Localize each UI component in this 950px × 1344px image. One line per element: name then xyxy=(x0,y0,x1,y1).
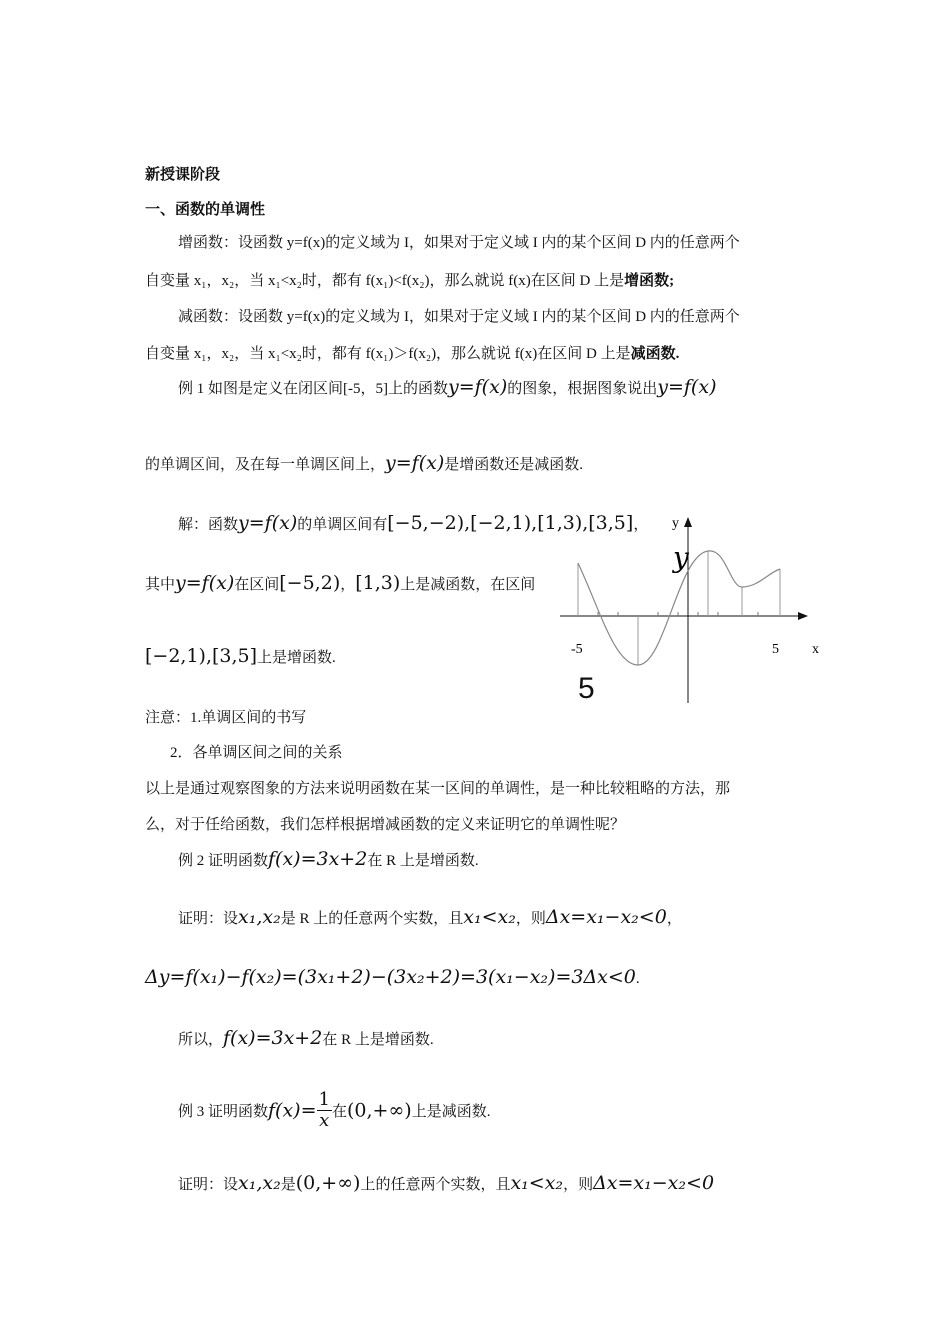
heading-monotonicity: 一、函数的单调性 xyxy=(145,202,266,218)
example1-text3: 的单调区间，及在每一单调区间上， xyxy=(145,457,386,473)
math-fx: f(x)= xyxy=(268,1099,317,1122)
example1-text4: 是增函数还是减函数. xyxy=(444,457,584,473)
math-interval-inc: [−2,1),[3,5] xyxy=(145,645,258,667)
decreasing-def-text: 自变量 x₁，x₂，当 x₁<x₂时，都有 f(x₁)＞f(x₂)，那么就说 f(x)在区间 D 上是 xyxy=(145,346,631,362)
math-interval-dec1: [−5,2) xyxy=(279,572,341,594)
math-yfx: y=f(x) xyxy=(657,376,717,398)
proof3-text2: 是 xyxy=(280,1177,296,1193)
increasing-def-line1: 增函数：设函数 y=f(x)的定义域为 I，如果对于定义域 I 内的某个区间 D 内的任意两个 xyxy=(178,235,740,251)
math-domain: (0,+∞) xyxy=(346,1099,412,1122)
fraction-denominator: x xyxy=(319,1110,330,1131)
example1-line1 xyxy=(178,376,716,398)
transition-paragraph-line1: 以上是通过观察图象的方法来说明函数在某一区间的单调性，是一种比较粗略的方法，那 xyxy=(145,781,731,797)
fraction-numerator: 1 xyxy=(318,1089,330,1110)
math-domain: (0,+∞) xyxy=(295,1172,361,1194)
transition-paragraph-line2: 么，对于任给函数，我们怎样根据增减函数的定义来证明它的单调性呢？ xyxy=(145,817,626,833)
math-dy: Δy=f(x₁)−f(x₂)=(3x₁+2)−(3x₂+2)=3(x₁−x₂)=3Δx<0 xyxy=(145,966,636,988)
punct: ， xyxy=(633,517,649,533)
example3-text3: 上是减函数. xyxy=(411,1104,491,1120)
proof2-line2 xyxy=(145,966,640,988)
solution1-text6: 上是增函数. xyxy=(257,650,336,666)
math-vars: x₁,x₂ xyxy=(238,1172,281,1194)
decreasing-def-line1: 减函数：设函数 y=f(x)的定义域为 I，如果对于定义域 I 内的某个区间 D 内的任意两个 xyxy=(178,309,740,325)
math-dx: Δx=x₁−x₂<0 xyxy=(593,1172,715,1194)
math-yfx: y=f(x) xyxy=(175,572,235,594)
curve-label: y xyxy=(673,541,689,574)
increasing-def-text: 自变量 x₁，x₂，当 x₁<x₂时，都有 f(x₁)<f(x₂)，那么就说 f(x)在区间 D 上是 xyxy=(145,273,625,289)
proof2-text4: 所以， xyxy=(178,1032,224,1048)
example1-text: 例 1 如图是定义在闭区间[-5，5]上的函数 xyxy=(178,381,448,397)
section-title: 新授课阶段 xyxy=(145,167,221,183)
decreasing-term: 减函数. xyxy=(630,346,680,362)
math-yfx: y=f(x) xyxy=(385,452,445,474)
solution1-text: 解：函数 xyxy=(178,517,239,533)
y-axis-arrow xyxy=(684,517,692,527)
solution1-text3: 其中 xyxy=(145,577,176,593)
math-ineq: x₁<x₂ xyxy=(463,906,516,928)
math-intervals: [−5,−2),[−2,1),[1,3),[3,5] xyxy=(387,512,634,534)
y-axis-label: y xyxy=(672,516,679,531)
proof2-text: 证明：设 xyxy=(178,911,239,927)
proof2-conclusion xyxy=(178,1027,434,1049)
example2-line xyxy=(178,848,479,870)
punct: . xyxy=(635,971,640,987)
proof3-text: 证明：设 xyxy=(178,1177,239,1193)
punct: ， xyxy=(666,911,682,927)
proof2-text3: ，则 xyxy=(515,911,546,927)
note2: 2．各单调区间之间的关系 xyxy=(170,745,343,761)
math-yfx: y=f(x) xyxy=(448,376,508,398)
solution1-text5: 上是减函数，在区间 xyxy=(400,577,536,593)
example2-text2: 在 R 上是增函数. xyxy=(367,853,479,869)
example3-line xyxy=(178,1090,490,1131)
solution1-line2 xyxy=(145,572,535,594)
math-interval-dec2: [1,3) xyxy=(355,572,401,594)
math-fraction xyxy=(317,1090,332,1131)
solution1-text4: 在区间 xyxy=(234,577,280,593)
proof2-text5: 在 R 上是增函数. xyxy=(322,1032,434,1048)
x-axis-arrow xyxy=(798,612,808,620)
proof2-line1 xyxy=(178,906,682,928)
function-graph xyxy=(560,515,840,740)
math-dx: Δx=x₁−x₂<0 xyxy=(545,906,667,928)
proof3-text4: ，则 xyxy=(563,1177,594,1193)
example3-text: 例 3 证明函数 xyxy=(178,1104,269,1120)
x-axis-label: x xyxy=(812,642,819,657)
proof2-text2: 是 R 上的任意两个实数，且 xyxy=(280,911,464,927)
tick-label-5: 5 xyxy=(772,642,779,657)
example1-line2 xyxy=(145,452,583,474)
solution1-text2: 的单调区间有 xyxy=(297,517,388,533)
math-ineq: x₁<x₂ xyxy=(510,1172,564,1194)
proof3-text3: 上的任意两个实数，且 xyxy=(360,1177,511,1193)
math-func-3x2: f(x)=3x+2 xyxy=(223,1027,323,1049)
example1-text2: 的图象，根据图象说出 xyxy=(507,381,658,397)
tick-label-neg5: -5 xyxy=(571,642,583,657)
math-func-3x2: f(x)=3x+2 xyxy=(268,848,368,870)
increasing-def-line2 xyxy=(145,269,674,290)
decreasing-def-line2 xyxy=(145,342,679,363)
graph-stray-label: 5 xyxy=(578,672,595,705)
solution1-line3 xyxy=(145,645,336,667)
math-yfx: y=f(x) xyxy=(238,512,298,534)
axis-ticks xyxy=(598,612,758,616)
example3-text2: 在 xyxy=(331,1104,347,1120)
increasing-term: 增函数; xyxy=(624,273,675,289)
math-vars: x₁,x₂ xyxy=(238,906,281,928)
note1: 注意：1.单调区间的书写 xyxy=(145,710,307,726)
proof3-line xyxy=(178,1172,714,1194)
example2-text: 例 2 证明函数 xyxy=(178,853,269,869)
punct: ， xyxy=(340,577,356,593)
